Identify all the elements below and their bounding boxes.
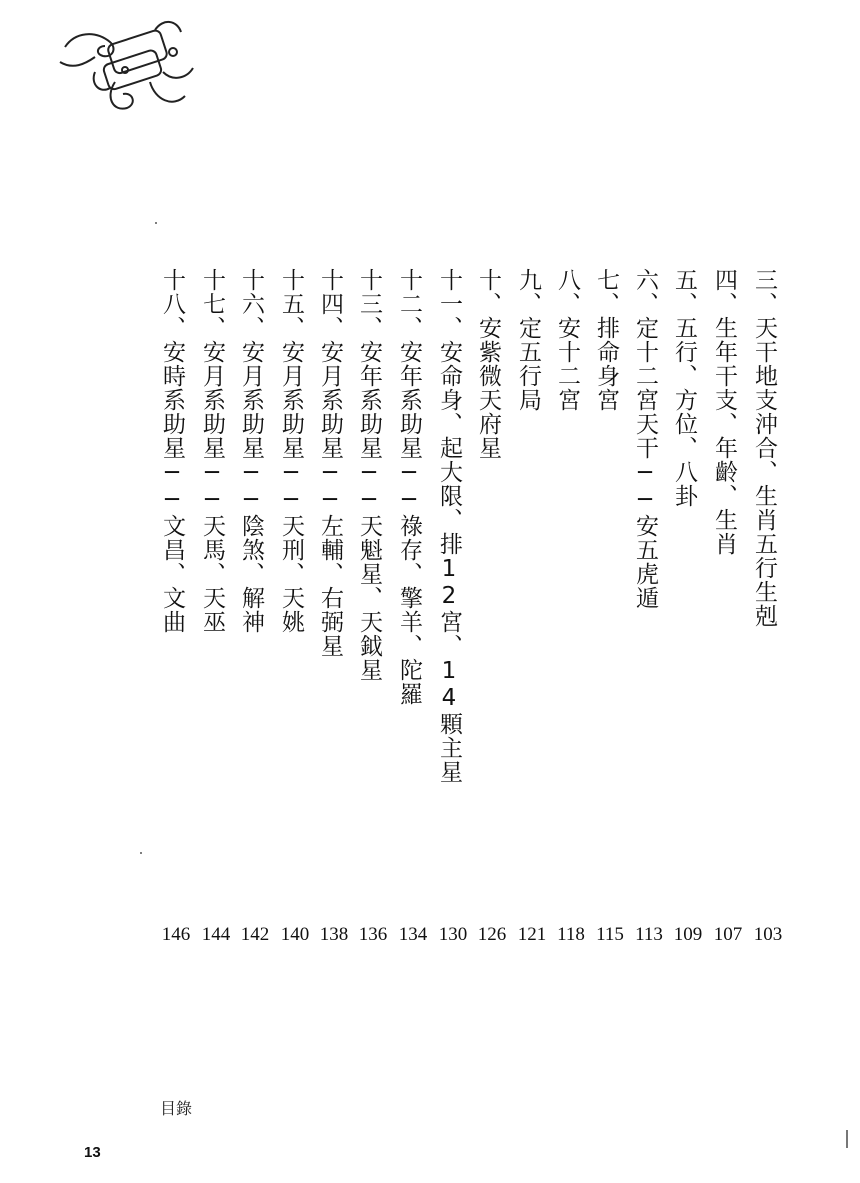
scroll-ornament-icon bbox=[55, 12, 200, 122]
scan-speck bbox=[846, 1130, 848, 1148]
toc-entry-title: 十二、安年系助星──祿存、擎羊、陀羅 bbox=[396, 268, 422, 706]
toc-entry-page: 115 bbox=[596, 924, 624, 945]
toc-entry-page: 136 bbox=[358, 924, 388, 945]
scan-speck bbox=[140, 852, 142, 854]
toc-entry-title: 十、安紫微天府星 bbox=[475, 268, 501, 460]
toc-entry-title: 十一、安命身、起大限、排12宮、14顆主星 bbox=[436, 268, 462, 784]
toc-entry bbox=[668, 268, 708, 948]
toc-entry bbox=[275, 268, 315, 948]
toc-entry-page: 142 bbox=[240, 924, 270, 945]
toc-entry-page: 121 bbox=[517, 924, 547, 945]
toc-entry-page: 138 bbox=[319, 924, 349, 945]
toc-entry-title: 六、定十二宮天干──安五虎遁 bbox=[632, 268, 658, 610]
toc-entry-page: 134 bbox=[398, 924, 428, 945]
toc-entry bbox=[433, 268, 473, 948]
toc-entry-page: 144 bbox=[201, 924, 231, 945]
toc-entry-title: 十五、安月系助星──天刑、天姚 bbox=[278, 268, 304, 634]
toc-entry bbox=[708, 268, 748, 948]
scan-speck bbox=[155, 222, 157, 224]
toc-entry bbox=[512, 268, 552, 948]
toc-entry bbox=[590, 268, 630, 948]
toc-entry-title: 三、天干地支沖合、生肖五行生剋 bbox=[751, 268, 777, 628]
toc-entry bbox=[196, 268, 236, 948]
toc-entry-title: 四、生年干支、年齡、生肖 bbox=[711, 268, 737, 556]
toc-entry-page: 118 bbox=[557, 924, 585, 945]
toc-entry-page: 109 bbox=[673, 924, 703, 945]
toc-entry-title: 九、定五行局 bbox=[515, 268, 541, 412]
toc-entry-page: 146 bbox=[161, 924, 191, 945]
toc-entry-title: 八、安十二宮 bbox=[554, 268, 580, 412]
toc-entry bbox=[551, 268, 591, 948]
toc-entry-title: 十四、安月系助星──左輔、右弼星 bbox=[317, 268, 343, 658]
toc-entry-title: 十六、安月系助星──陰煞、解神 bbox=[238, 268, 264, 634]
toc-entry bbox=[629, 268, 669, 948]
toc-entry bbox=[353, 268, 393, 948]
toc-entry-title: 七、排命身宮 bbox=[593, 268, 619, 412]
toc-entry-page: 103 bbox=[753, 924, 783, 945]
toc-entry bbox=[393, 268, 433, 948]
toc-entry-title: 十七、安月系助星──天馬、天巫 bbox=[199, 268, 225, 634]
toc-entry-page: 126 bbox=[477, 924, 507, 945]
toc-entry-title: 十三、安年系助星──天魁星、天鉞星 bbox=[356, 268, 382, 682]
toc-entry bbox=[748, 268, 788, 948]
page-number: 13 bbox=[84, 1144, 101, 1161]
toc-entry bbox=[472, 268, 512, 948]
toc-entry-page: 113 bbox=[635, 924, 663, 945]
toc-entry bbox=[156, 268, 196, 948]
section-label: 目錄 bbox=[160, 1099, 193, 1118]
toc-entry-title: 五、五行、方位、八卦 bbox=[671, 268, 697, 508]
toc-entry-page: 107 bbox=[713, 924, 743, 945]
table-of-contents bbox=[0, 268, 860, 968]
toc-entry bbox=[314, 268, 354, 948]
toc-entry-page: 130 bbox=[438, 924, 468, 945]
toc-entry-page: 140 bbox=[280, 924, 310, 945]
toc-entry-title: 十八、安時系助星──文昌、文曲 bbox=[159, 268, 185, 634]
toc-entry bbox=[235, 268, 275, 948]
